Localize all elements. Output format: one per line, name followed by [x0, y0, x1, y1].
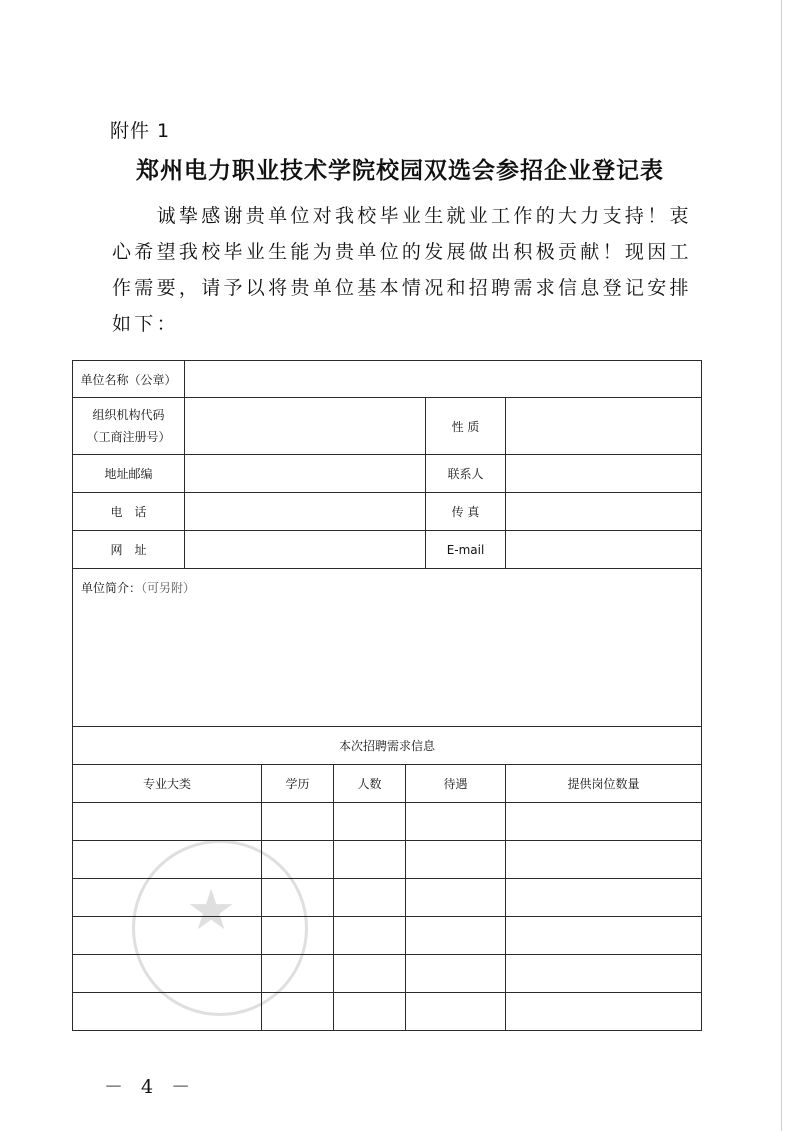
- row-profile: [73, 569, 702, 727]
- cell-major[interactable]: [73, 993, 262, 1031]
- cell-positions[interactable]: [506, 803, 702, 841]
- cell-education[interactable]: [262, 879, 334, 917]
- cell-education[interactable]: [262, 917, 334, 955]
- cell-headcount[interactable]: [334, 993, 406, 1031]
- row-recruit-section: [73, 727, 702, 765]
- cell-positions[interactable]: [506, 955, 702, 993]
- page-number: － 4 －: [104, 1076, 197, 1098]
- intro-line: 作需要，请予以将贵单位基本情况和招聘需求信息登记安排: [112, 277, 692, 299]
- cell-positions[interactable]: [506, 879, 702, 917]
- row-address: [73, 455, 702, 493]
- org-code-label: [73, 398, 185, 455]
- cell-major[interactable]: [73, 803, 262, 841]
- org-code-label-line1: 组织机构代码: [92, 408, 165, 422]
- contact-label: 联系人: [426, 455, 506, 493]
- intro-paragraph: [112, 198, 696, 342]
- website-field[interactable]: [185, 531, 426, 569]
- unit-name-field[interactable]: [185, 361, 702, 398]
- email-label: E-mail: [426, 531, 506, 569]
- org-code-field[interactable]: [185, 398, 426, 455]
- cell-salary[interactable]: [406, 803, 506, 841]
- org-code-label-line2: （工商注册号）: [86, 430, 171, 444]
- profile-note: （可另附）: [141, 581, 196, 595]
- cell-headcount[interactable]: [334, 879, 406, 917]
- intro-line: 心希望我校毕业生能为贵单位的发展做出积极贡献！现因工: [112, 241, 692, 263]
- cell-major[interactable]: [73, 879, 262, 917]
- intro-line: 如下：: [112, 313, 179, 335]
- attachment-label: 附件 1: [110, 120, 171, 142]
- nature-label: 性 质: [426, 398, 506, 455]
- document-title: 郑州电力职业技术学院校园双选会参招企业登记表: [136, 157, 664, 184]
- cell-major[interactable]: [73, 841, 262, 879]
- address-label: 地址邮编: [73, 455, 185, 493]
- address-field[interactable]: [185, 455, 426, 493]
- row-phone: [73, 493, 702, 531]
- table-row: [73, 841, 702, 879]
- cell-salary[interactable]: [406, 879, 506, 917]
- phone-label: 电 话: [73, 493, 185, 531]
- column-header-major: 专业大类: [73, 765, 262, 803]
- profile-label: 单位简介：: [81, 581, 142, 595]
- cell-positions[interactable]: [506, 841, 702, 879]
- table-row: [73, 955, 702, 993]
- cell-major[interactable]: [73, 955, 262, 993]
- cell-education[interactable]: [262, 841, 334, 879]
- column-header-education: 学历: [262, 765, 334, 803]
- column-header-positions: 提供岗位数量: [506, 765, 702, 803]
- cell-salary[interactable]: [406, 917, 506, 955]
- cell-positions[interactable]: [506, 917, 702, 955]
- cell-headcount[interactable]: [334, 917, 406, 955]
- cell-education[interactable]: [262, 993, 334, 1031]
- fax-label: 传 真: [426, 493, 506, 531]
- recruit-header-row: [73, 765, 702, 803]
- row-website: [73, 531, 702, 569]
- fax-field[interactable]: [506, 493, 702, 531]
- email-field[interactable]: [506, 531, 702, 569]
- cell-salary[interactable]: [406, 955, 506, 993]
- cell-headcount[interactable]: [334, 803, 406, 841]
- column-header-headcount: 人数: [334, 765, 406, 803]
- table-row: [73, 917, 702, 955]
- intro-line: 诚挚感谢贵单位对我校毕业生就业工作的大力支持！衷: [112, 205, 692, 227]
- contact-field[interactable]: [506, 455, 702, 493]
- website-label: 网 址: [73, 531, 185, 569]
- unit-name-label: 单位名称（公章）: [73, 361, 185, 398]
- column-header-salary: 待遇: [406, 765, 506, 803]
- table-row: [73, 879, 702, 917]
- row-unit-name: [73, 361, 702, 398]
- row-org-code: [73, 398, 702, 455]
- cell-education[interactable]: [262, 803, 334, 841]
- seal-star-icon: ★: [186, 878, 237, 943]
- registration-form-table: [72, 360, 702, 1031]
- cell-positions[interactable]: [506, 993, 702, 1031]
- table-row: [73, 803, 702, 841]
- cell-education[interactable]: [262, 955, 334, 993]
- nature-field[interactable]: [506, 398, 702, 455]
- cell-headcount[interactable]: [334, 955, 406, 993]
- cell-salary[interactable]: [406, 841, 506, 879]
- cell-headcount[interactable]: [334, 841, 406, 879]
- table-row: [73, 993, 702, 1031]
- profile-field[interactable]: [73, 569, 702, 727]
- cell-salary[interactable]: [406, 993, 506, 1031]
- cell-major[interactable]: [73, 917, 262, 955]
- phone-field[interactable]: [185, 493, 426, 531]
- recruit-section-title: 本次招聘需求信息: [73, 727, 702, 765]
